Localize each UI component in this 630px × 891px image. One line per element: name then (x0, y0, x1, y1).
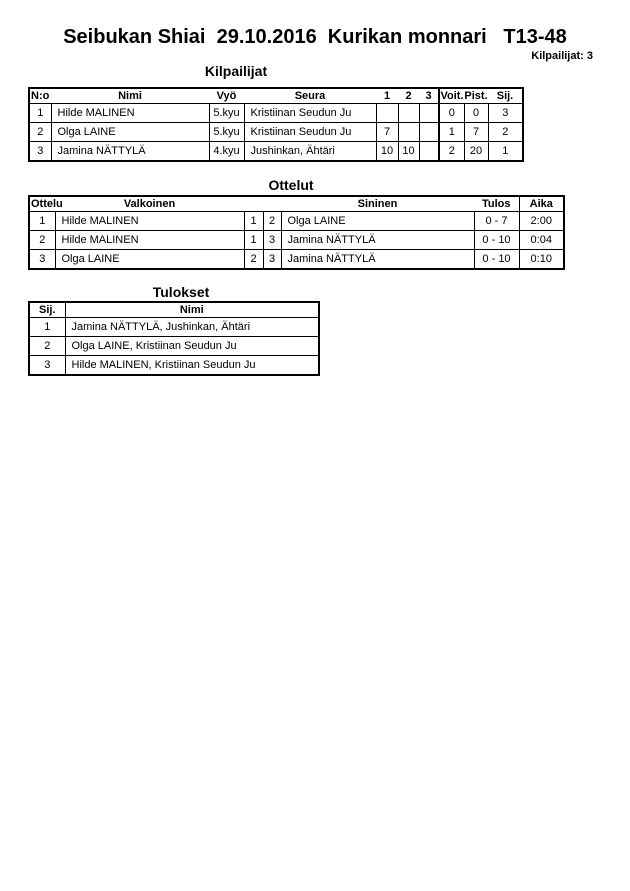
column-header: Sininen (281, 196, 474, 212)
cell: Olga LAINE, Kristiinan Seudun Ju (65, 337, 319, 356)
column-header: Nimi (51, 88, 209, 104)
header-row (29, 302, 319, 318)
column-header: Vyö (209, 88, 244, 104)
matches-heading: Ottelut (268, 177, 314, 193)
cell (398, 104, 419, 123)
cell: Jamina NÄTTYLÄ (281, 250, 474, 270)
cell: 3 (263, 250, 281, 270)
matches-table (28, 195, 565, 270)
cell: 1 (244, 231, 263, 250)
cell: 7 (376, 123, 398, 142)
result-row (29, 356, 319, 376)
cell: 1 (439, 123, 464, 142)
column-header: Voit. (440, 90, 464, 102)
column-header: N:o (31, 90, 50, 102)
column-header: Nimi (65, 302, 319, 318)
cell: 2 (244, 250, 263, 270)
cell: Jushinkan, Ähtäri (244, 142, 376, 162)
header-row (29, 88, 523, 104)
cell: 0:04 (519, 231, 564, 250)
cell: 0:10 (519, 250, 564, 270)
cell: 5.kyu (209, 123, 244, 142)
cell: 1 (29, 212, 55, 231)
cell: 3 (29, 250, 55, 270)
results-heading: Tulokset (152, 284, 210, 300)
column-header: Ottelu (31, 198, 63, 210)
column-header: Seura (244, 88, 376, 104)
cell: 10 (398, 142, 419, 162)
competitor-row (29, 104, 523, 123)
cell: 0 - 7 (474, 212, 519, 231)
cell: Olga LAINE (55, 250, 244, 270)
cell: 3 (29, 356, 65, 376)
match-row (29, 212, 564, 231)
cell: 2:00 (519, 212, 564, 231)
cell: 1 (29, 104, 51, 123)
cell (419, 104, 439, 123)
competitor-row (29, 142, 523, 162)
cell (376, 104, 398, 123)
cell: Jamina NÄTTYLÄ, Jushinkan, Ähtäri (65, 318, 319, 337)
cell: 0 (439, 104, 464, 123)
cell: 2 (29, 337, 65, 356)
cell: Hilde MALINEN, Kristiinan Seudun Ju (65, 356, 319, 376)
competitor-row (29, 123, 523, 142)
result-row (29, 318, 319, 337)
cell: Hilde MALINEN (51, 104, 209, 123)
cell (419, 123, 439, 142)
cell: 10 (376, 142, 398, 162)
column-header: Sij. (29, 302, 65, 318)
cell: 2 (29, 123, 51, 142)
cell: Olga LAINE (51, 123, 209, 142)
cell: 1 (488, 142, 523, 162)
cell: 0 - 10 (474, 250, 519, 270)
match-row (29, 231, 564, 250)
cell: 3 (263, 231, 281, 250)
competitors-heading: Kilpailijat (204, 63, 268, 79)
cell: 2 (439, 142, 464, 162)
column-header: Aika (519, 196, 564, 212)
cell: 7 (464, 123, 488, 142)
cell: 4.kyu (209, 142, 244, 162)
column-header (263, 196, 281, 212)
match-row (29, 250, 564, 270)
column-header: Sij. (488, 88, 523, 104)
column-header: 2 (398, 88, 419, 104)
column-header: 1 (376, 88, 398, 104)
cell: 20 (464, 142, 488, 162)
cell: 3 (29, 142, 51, 162)
competitor-count-label: Kilpailijat: 3 (531, 50, 593, 62)
column-header (244, 196, 263, 212)
column-header: 3 (419, 88, 439, 104)
cell: Kristiinan Seudun Ju (244, 104, 376, 123)
report-title: Seibukan Shiai 29.10.2016 Kurikan monnari T13-48 (63, 26, 567, 48)
cell: 2 (29, 231, 55, 250)
result-row (29, 337, 319, 356)
cell: 0 (464, 104, 488, 123)
cell: 0 - 10 (474, 231, 519, 250)
cell: 2 (488, 123, 523, 142)
competitors-table (28, 87, 524, 162)
cell: Hilde MALINEN (55, 231, 244, 250)
cell (419, 142, 439, 162)
cell: 2 (263, 212, 281, 231)
cell: 1 (29, 318, 65, 337)
cell: Jamina NÄTTYLÄ (51, 142, 209, 162)
column-header: Tulos (474, 196, 519, 212)
column-header: Valkoinen (55, 196, 244, 212)
cell: Jamina NÄTTYLÄ (281, 231, 474, 250)
cell: Kristiinan Seudun Ju (244, 123, 376, 142)
results-table (28, 301, 320, 376)
cell: Olga LAINE (281, 212, 474, 231)
cell: Hilde MALINEN (55, 212, 244, 231)
cell: 1 (244, 212, 263, 231)
header-row (29, 196, 564, 212)
cell: 3 (488, 104, 523, 123)
cell: 5.kyu (209, 104, 244, 123)
column-header: Pist. (464, 90, 488, 102)
cell (398, 123, 419, 142)
